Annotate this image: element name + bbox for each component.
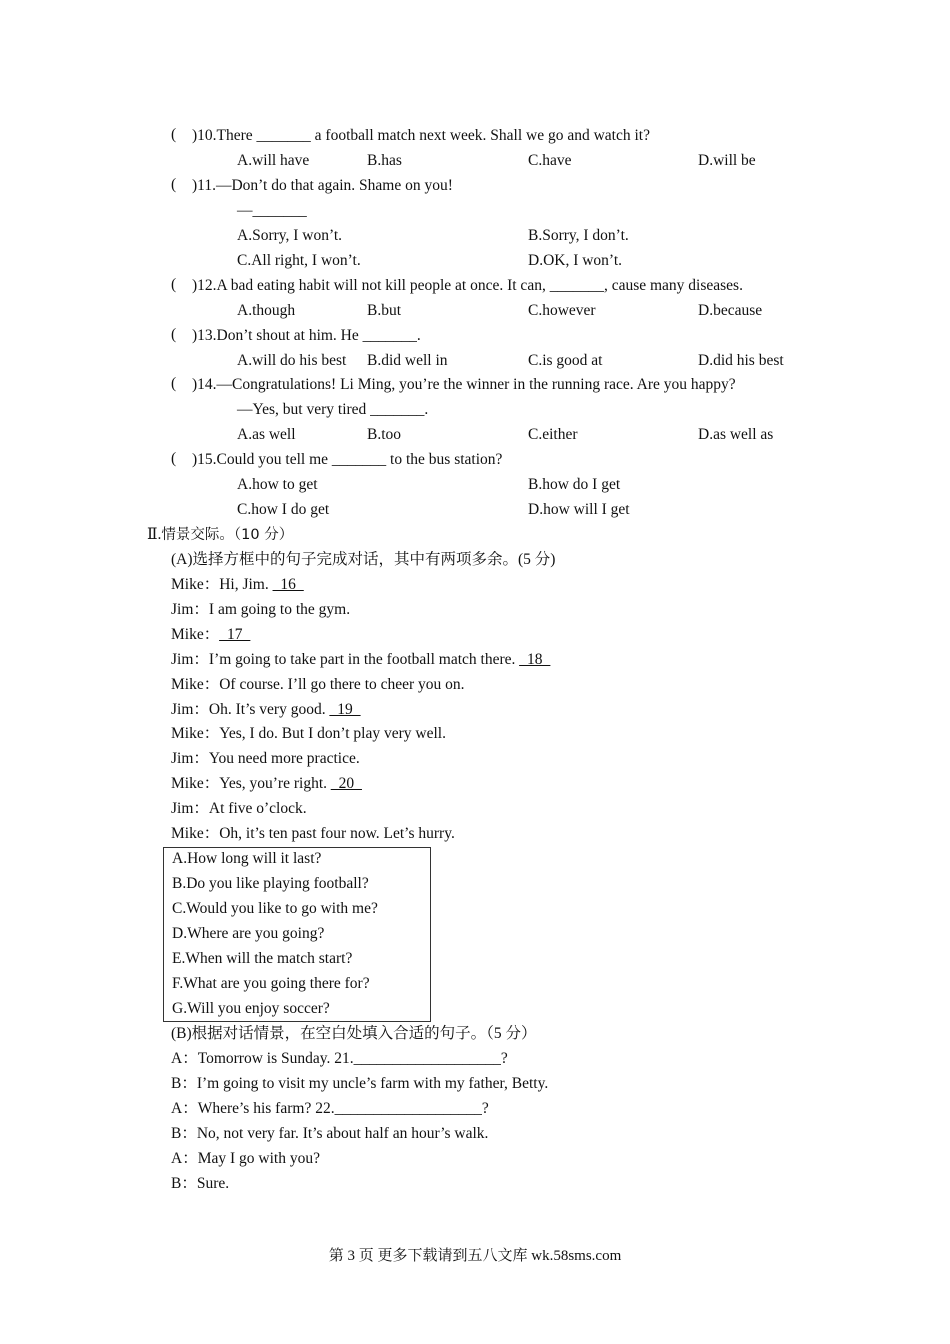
box-option: C.Would you like to go with me? [172, 900, 378, 917]
dialogue-a-line: Jim：I’m going to take part in the football match there. _18_ [171, 651, 551, 668]
question-15-stem: )15.Could you tell me _______ to the bus station? [192, 451, 503, 468]
answer-paren-12: ( [171, 276, 177, 293]
question-13-stem: )13.Don’t shout at him. He _______. [192, 327, 421, 344]
box-option: A.How long will it last? [172, 850, 322, 867]
dialogue-a-line: Jim：Oh. It’s very good. _19_ [171, 701, 361, 718]
q12-option-b: B.but [367, 302, 402, 319]
answer-paren-15: ( [171, 450, 177, 467]
question-14-reply: —Yes, but very tired _______. [237, 401, 429, 418]
q13-option-b: B.did well in [367, 352, 448, 369]
q12-option-a: A.though [237, 302, 296, 319]
q10-option-c: C.have [528, 152, 572, 169]
question-11-reply: —_______ [237, 202, 307, 219]
section-title: 情景交际。（10 分） [161, 527, 294, 543]
q14-option-d: D.as well as [698, 426, 774, 443]
question-12-stem: )12.A bad eating habit will not kill people at once. It can, _______, cause many diseases. [192, 277, 743, 294]
blank-17: _17_ [219, 626, 251, 643]
dialogue-a-line: Mike：_17_ [171, 626, 251, 643]
page-footer: 第 3 页 更多下载请到五八文库 wk.58sms.com [328, 1248, 622, 1264]
q11-option-b: B.Sorry, I don’t. [528, 227, 629, 244]
q15-option-c: C.how I do get [237, 501, 330, 518]
q11-option-d: D.OK, I won’t. [528, 252, 622, 269]
q10-option-a: A.will have [237, 152, 310, 169]
box-option: E.When will the match start? [172, 950, 353, 967]
answer-paren-14: ( [171, 375, 177, 392]
q14-option-a: A.as well [237, 426, 296, 443]
dialogue-b-line: B：Sure. [171, 1175, 230, 1192]
part-b-instruction: (B)根据对话情景，在空白处填入合适的句子。（5 分） [171, 1025, 537, 1042]
blank-20: _20_ [330, 775, 362, 792]
box-option: D.Where are you going? [172, 925, 325, 942]
blank-18: _18_ [519, 651, 551, 668]
box-option: B.Do you like playing football? [172, 875, 369, 892]
question-11-stem: )11.—Don’t do that again. Shame on you! [192, 177, 453, 194]
q10-option-d: D.will be [698, 152, 756, 169]
question-14-stem: )14.—Congratulations! Li Ming, you’re the winner in the running race. Are you happy? [192, 376, 736, 393]
q13-option-c: C.is good at [528, 352, 603, 369]
answer-paren-13: ( [171, 326, 177, 343]
q14-option-c: C.either [528, 426, 578, 443]
blank-16: _16_ [272, 576, 304, 593]
blank-19: _19_ [329, 701, 361, 718]
question-10-stem: )10.There _______ a football match next week. Shall we go and watch it? [192, 127, 650, 144]
box-option: G.Will you enjoy soccer? [172, 1000, 330, 1017]
q12-option-d: D.because [698, 302, 763, 319]
q15-option-a: A.how to get [237, 476, 318, 493]
q14-option-b: B.too [367, 426, 402, 443]
dialogue-b-line: A：Where’s his farm? 22.___________________? [171, 1100, 489, 1117]
dialogue-a-line: Jim：At five o’clock. [171, 800, 307, 817]
dialogue-a-line: Mike：Hi, Jim. _16_ [171, 576, 304, 593]
q15-option-d: D.how will I get [528, 501, 630, 518]
box-option: F.What are you going there for? [172, 975, 370, 992]
q11-option-c: C.All right, I won’t. [237, 252, 361, 269]
dialogue-a-line: Mike：Oh, it’s ten past four now. Let’s hurry. [171, 825, 455, 842]
section-number: Ⅱ. [147, 526, 162, 543]
q12-option-c: C.however [528, 302, 596, 319]
dialogue-b-line: A：Tomorrow is Sunday. 21.___________________? [171, 1050, 508, 1067]
answer-paren-11: ( [171, 176, 177, 193]
q13-option-a: A.will do his best [237, 352, 347, 369]
dialogue-b-line: A：May I go with you? [171, 1150, 320, 1167]
q10-option-b: B.has [367, 152, 402, 169]
q13-option-d: D.did his best [698, 352, 784, 369]
part-a-instruction: (A)选择方框中的句子完成对话，其中有两项多余。(5 分) [171, 551, 556, 568]
dialogue-b-line: B：I’m going to visit my uncle’s farm with my father, Betty. [171, 1075, 549, 1092]
dialogue-a-line: Jim：I am going to the gym. [171, 601, 351, 618]
dialogue-a-line: Mike：Of course. I’ll go there to cheer you on. [171, 676, 465, 693]
dialogue-a-line: Mike：Yes, I do. But I don’t play very well. [171, 725, 446, 742]
section-heading [147, 525, 293, 545]
dialogue-a-line: Mike：Yes, you’re right. _20_ [171, 775, 362, 792]
answer-paren-10: ( [171, 126, 177, 143]
dialogue-a-line: Jim：You need more practice. [171, 750, 360, 767]
q15-option-b: B.how do I get [528, 476, 621, 493]
dialogue-b-line: B：No, not very far. It’s about half an hour’s walk. [171, 1125, 489, 1142]
q11-option-a: A.Sorry, I won’t. [237, 227, 343, 244]
